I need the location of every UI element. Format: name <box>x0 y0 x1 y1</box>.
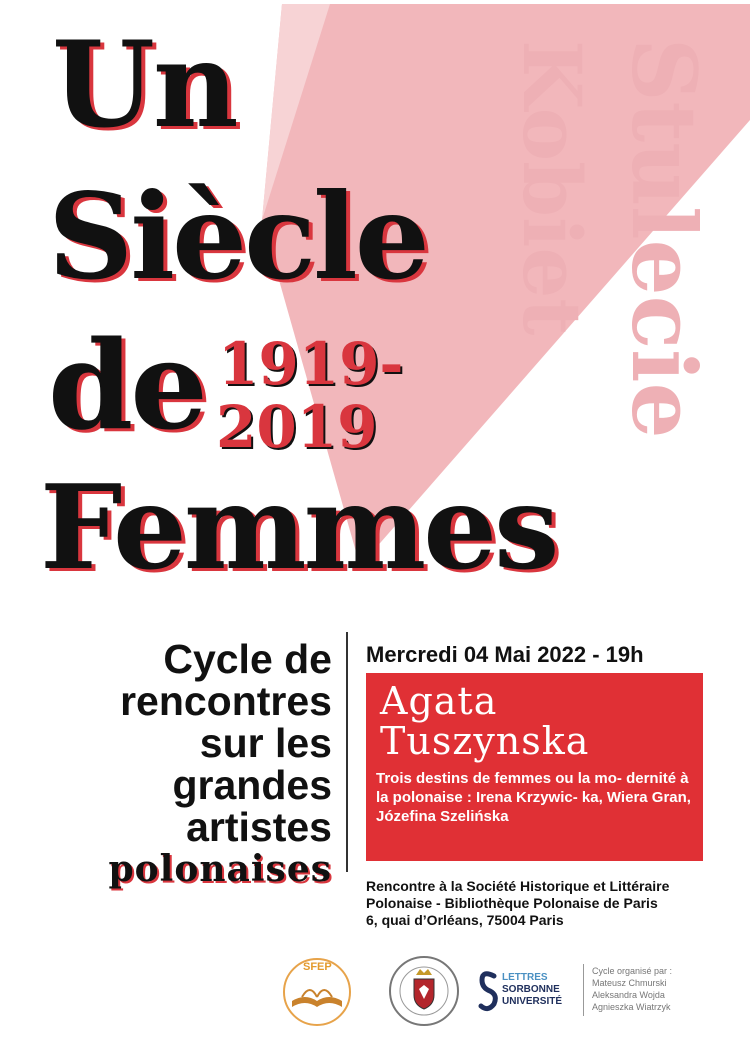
speaker-first-name: Agata <box>380 679 498 723</box>
organizers <box>592 965 672 1013</box>
organizer-divider <box>583 964 584 1016</box>
year-end: 2019 <box>216 393 378 461</box>
cycle-line: sur les <box>199 720 332 766</box>
speaker-box <box>366 673 703 861</box>
seal-icon <box>388 955 460 1027</box>
title-word-un: Un <box>52 15 237 154</box>
sorbonne-s-icon <box>478 970 498 1012</box>
sfep-label: SFEP <box>303 961 332 973</box>
speaker-name <box>380 681 589 761</box>
lettres-label: LETTRES <box>502 972 548 983</box>
organizer-name: Aleksandra Wojda <box>592 990 665 1000</box>
cycle-line: artistes <box>186 804 332 850</box>
talk-topic: Trois destins de femmes ou la mo- dernité à la polonaise : Irena Krzywic- ka, Wiera Gran, Józefina Szelińska <box>376 770 691 825</box>
title-word-femmes: Femmes <box>40 460 557 596</box>
year-start: 1919- <box>218 330 404 398</box>
speaker-last-name: Tuszynska <box>380 719 590 763</box>
cycle-line-polonaises: polonaises <box>108 848 332 890</box>
venue-line: Rencontre à la Société Historique et Littéraire <box>366 878 670 894</box>
cycle-line: grandes <box>172 762 332 808</box>
cycle-description <box>32 638 332 890</box>
cycle-line: rencontres <box>120 678 332 724</box>
sorbonne-label: SORBONNE <box>502 984 560 995</box>
event-date: Mercredi 04 Mai 2022 - 19h <box>366 642 644 667</box>
organizer-name: Agnieszka Wiatrzyk <box>592 1002 671 1012</box>
venue-info <box>366 878 669 929</box>
title-word-de: de <box>48 313 205 457</box>
sfep-logo <box>278 957 356 1027</box>
cycle-line: Cycle de <box>163 636 332 682</box>
vertical-divider <box>346 632 348 872</box>
universite-label: UNIVERSITÉ <box>502 996 563 1007</box>
organizer-name: Mateusz Chmurski <box>592 978 667 988</box>
lettres-sorbonne-logo <box>478 966 578 1016</box>
title-word-siecle: Siècle <box>48 167 427 306</box>
organizers-heading: Cycle organisé par : <box>592 966 673 976</box>
venue-line: Polonaise - Bibliothèque Polonaise de Paris <box>366 895 658 911</box>
shlp-seal-logo <box>388 955 460 1027</box>
polish-title-stulecie: Stulecie <box>612 38 716 439</box>
venue-address: 6, quai d’Orléans, 75004 Paris <box>366 912 564 928</box>
polish-title-kobiet: Kobiet <box>505 40 599 336</box>
